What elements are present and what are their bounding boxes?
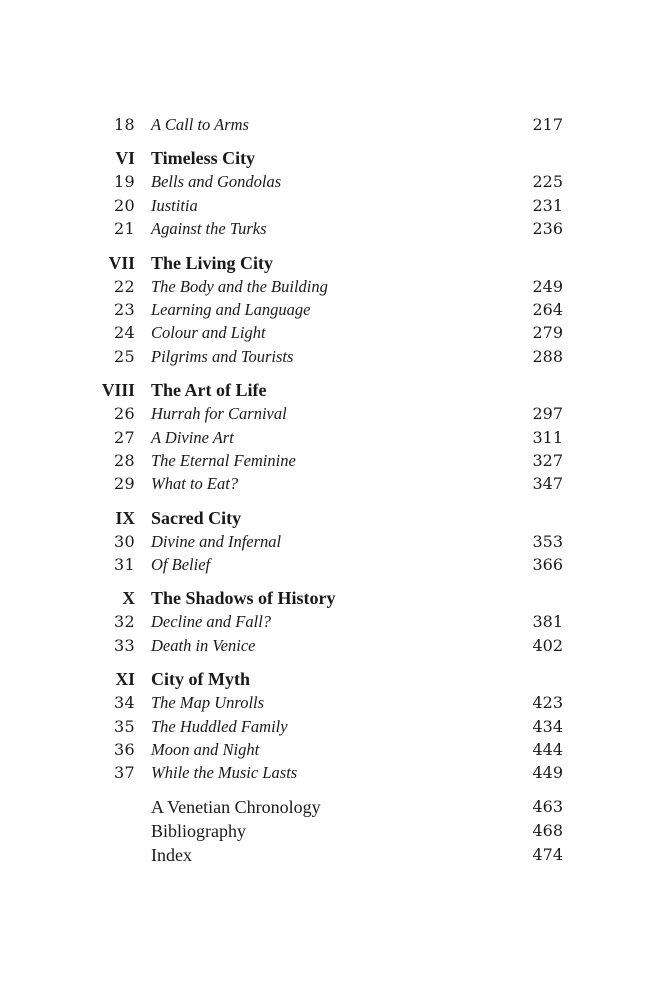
chapter-title: The Body and the Building [151, 276, 328, 296]
chapter-number: 36 [114, 740, 135, 760]
page-number: 444 [532, 740, 563, 760]
back-matter-entry [0, 819, 651, 843]
chapter-entry [0, 472, 651, 495]
page-number: 327 [532, 450, 563, 470]
chapter-number: 30 [114, 531, 135, 551]
chapter-number: 35 [114, 716, 135, 736]
chapter-title: Iustitia [151, 195, 198, 215]
part-heading [0, 378, 651, 402]
table-of-contents [0, 113, 651, 867]
page-number: 402 [532, 635, 563, 655]
page-number: 311 [532, 427, 563, 447]
chapter-number: 19 [114, 172, 135, 192]
part-title: City of Myth [151, 669, 250, 690]
chapter-entry [0, 217, 651, 240]
chapter-entry [0, 298, 651, 321]
chapter-number: 27 [114, 427, 135, 447]
part-heading [0, 506, 651, 530]
chapter-entry [0, 321, 651, 344]
page-number: 236 [532, 219, 563, 239]
chapter-number: 23 [114, 299, 135, 319]
chapter-title: The Eternal Feminine [151, 450, 296, 470]
spacer [0, 785, 651, 795]
chapter-title: Colour and Light [151, 323, 266, 343]
chapter-entry [0, 738, 651, 761]
chapter-entry [0, 449, 651, 472]
chapter-entry [0, 530, 651, 553]
part-number: VI [115, 148, 135, 169]
back-matter-entry [0, 795, 651, 819]
chapter-number: 20 [114, 195, 135, 215]
chapter-title: A Divine Art [151, 427, 234, 447]
part-number: IX [115, 507, 135, 528]
chapter-title: Of Belief [151, 555, 211, 575]
part-number: VII [108, 252, 135, 273]
chapter-number: 25 [114, 346, 135, 366]
chapter-number: 32 [114, 612, 135, 632]
part-title: Sacred City [151, 507, 242, 528]
page-number: 463 [532, 796, 563, 816]
chapter-number: 28 [114, 450, 135, 470]
chapter-number: 26 [114, 404, 135, 424]
chapter-title: Bells and Gondolas [151, 172, 282, 192]
page-number: 423 [532, 693, 563, 713]
chapter-entry [0, 275, 651, 298]
chapter-number: 29 [114, 474, 135, 494]
back-matter-title: A Venetian Chronology [151, 796, 321, 817]
page-number: 279 [532, 323, 563, 343]
chapter-entry [0, 610, 651, 633]
page-number: 217 [532, 115, 563, 134]
page-number: 225 [532, 172, 563, 192]
chapter-title: A Call to Arms [151, 115, 249, 134]
part-number: X [122, 588, 135, 609]
part-heading [0, 251, 651, 275]
page-number: 288 [532, 346, 563, 366]
chapter-entry [0, 691, 651, 714]
page-number: 434 [532, 716, 563, 736]
chapter-number: 21 [114, 219, 135, 239]
chapter-entry [0, 402, 651, 425]
chapter-entry [0, 634, 651, 657]
chapter-entry [0, 113, 651, 136]
part-title: The Art of Life [151, 380, 267, 401]
chapter-title: Death in Venice [151, 635, 256, 655]
back-matter-entry [0, 843, 651, 867]
part-number: VIII [101, 380, 135, 401]
chapter-title: Learning and Language [151, 299, 311, 319]
back-matter-title: Bibliography [151, 820, 246, 841]
chapter-entry [0, 715, 651, 738]
chapter-title: Against the Turks [151, 219, 267, 239]
part-title: Timeless City [151, 148, 256, 169]
part-heading [0, 586, 651, 610]
chapter-number: 24 [114, 323, 135, 343]
chapter-title: The Map Unrolls [151, 693, 265, 713]
chapter-number: 31 [114, 555, 135, 575]
chapter-number: 37 [114, 763, 135, 783]
page-number: 249 [532, 276, 563, 296]
page-number: 366 [532, 555, 563, 575]
page-number: 353 [532, 531, 563, 551]
chapter-entry [0, 194, 651, 217]
chapter-title: Pilgrims and Tourists [151, 346, 294, 366]
chapter-number: 33 [114, 635, 135, 655]
chapter-entry [0, 170, 651, 193]
part-title: The Shadows of History [151, 588, 336, 609]
chapter-title: What to Eat? [151, 474, 239, 494]
page-number: 381 [532, 612, 563, 632]
chapter-number: 22 [114, 276, 135, 296]
page-number: 347 [532, 474, 563, 494]
part-heading [0, 146, 651, 170]
part-heading [0, 667, 651, 691]
page-number: 474 [532, 844, 563, 864]
chapter-entry [0, 761, 651, 784]
chapter-title: Divine and Infernal [151, 531, 282, 551]
page-number: 264 [532, 299, 563, 319]
part-title: The Living City [151, 252, 274, 273]
chapter-number: 34 [114, 693, 135, 713]
back-matter-title: Index [151, 844, 192, 865]
chapter-entry [0, 345, 651, 368]
page-number: 449 [532, 763, 563, 783]
chapter-entry [0, 426, 651, 449]
chapter-title: The Huddled Family [151, 716, 288, 736]
page-number: 468 [532, 820, 563, 840]
part-number: XI [115, 669, 135, 690]
chapter-title: Hurrah for Carnival [151, 404, 287, 424]
page-number: 297 [532, 404, 563, 424]
page-number: 231 [532, 195, 563, 215]
chapter-number: 18 [114, 115, 135, 134]
chapter-entry [0, 553, 651, 576]
chapter-title: Decline and Fall? [151, 612, 272, 632]
chapter-title: Moon and Night [151, 740, 260, 760]
chapter-title: While the Music Lasts [151, 763, 298, 783]
